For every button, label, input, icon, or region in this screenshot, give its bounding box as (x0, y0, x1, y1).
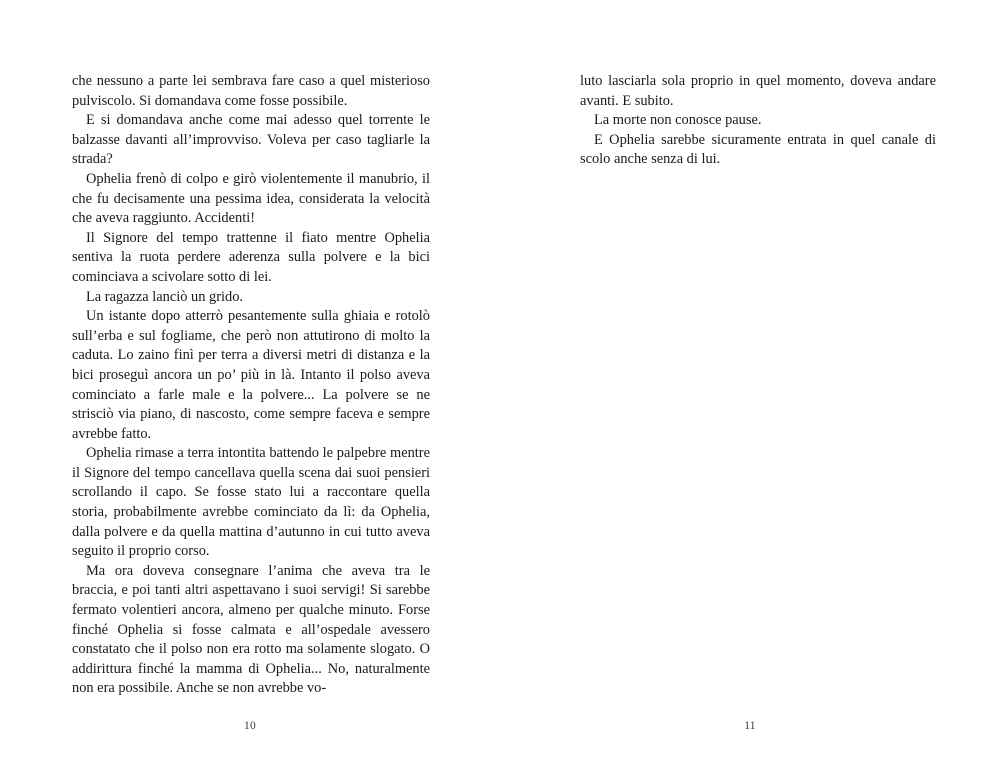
page-number-right: 11 (744, 720, 756, 732)
paragraph: E Ophelia sarebbe sicuramente entrata in quel canale di scolo anche senza di lui. (580, 131, 936, 168)
page-right (500, 0, 1000, 769)
paragraph: Il Signore del tempo trattenne il fiato mentre Ophelia sentiva la ruota perdere aderenza sulla polvere e la bici cominciava a scivolare sotto di lei. (72, 229, 430, 285)
paragraph: Ma ora doveva consegnare l’anima che aveva tra le braccia, e poi tanti altri aspettavano i suoi servigi! Si sarebbe fermato volentieri ancora, almeno per qualche minuto. Forse finché Ophelia si fosse calmata e all’ospedale avessero constatato che il polso non era rotto ma solamente slogato. O addirittura finché la mamma di Ophelia... No, naturalmente non era possibile. Anche se non avrebbe vo- (72, 562, 430, 697)
paragraph: Ophelia rimase a terra intontita battendo le palpebre mentre il Signore del tempo cancellava quella scena dai suoi pensieri scrollando il capo. Se fosse stato lui a raccontare quella storia, probabilmente avrebbe cominciato da lì: da Ophelia, dalla polvere e da quella mattina d’autunno in cui tutto aveva seguito il proprio corso. (72, 445, 430, 560)
page-left-text-block (72, 72, 430, 699)
page-right-text-block (580, 72, 936, 170)
paragraph: La morte non conosce pause. (594, 112, 762, 129)
page-number-left: 10 (244, 720, 256, 732)
paragraph: La ragazza lanciò un grido. (86, 288, 244, 305)
paragraph: Ophelia frenò di colpo e girò violentemente il manubrio, il che fu decisamente una pessima idea, considerata la velocità che aveva raggiunto. Accidenti! (72, 170, 430, 227)
paragraph: E si domandava anche come mai adesso quel torrente le balzasse davanti all’improvviso. Voleva per caso tagliarle la strada? (72, 112, 430, 168)
paragraph: Un istante dopo atterrò pesantemente sulla ghiaia e rotolò sull’erba e sul fogliame, che però non attutirono di molto la caduta. Lo zaino finì per terra a diversi metri di distanza e la bici proseguì ancora un po’ più in là. Intanto il polso aveva cominciato a farle male e la polvere... La polvere se ne strisciò via piano, di nascosto, come sempre faceva e sempre avrebbe fatto. (72, 308, 430, 442)
paragraph: luto lasciarla sola proprio in quel momento, doveva andare avanti. E subito. (580, 73, 936, 109)
paragraph: che nessuno a parte lei sembrava fare caso a quel misterioso pulviscolo. Si domandava come fosse possibile. (72, 73, 430, 109)
